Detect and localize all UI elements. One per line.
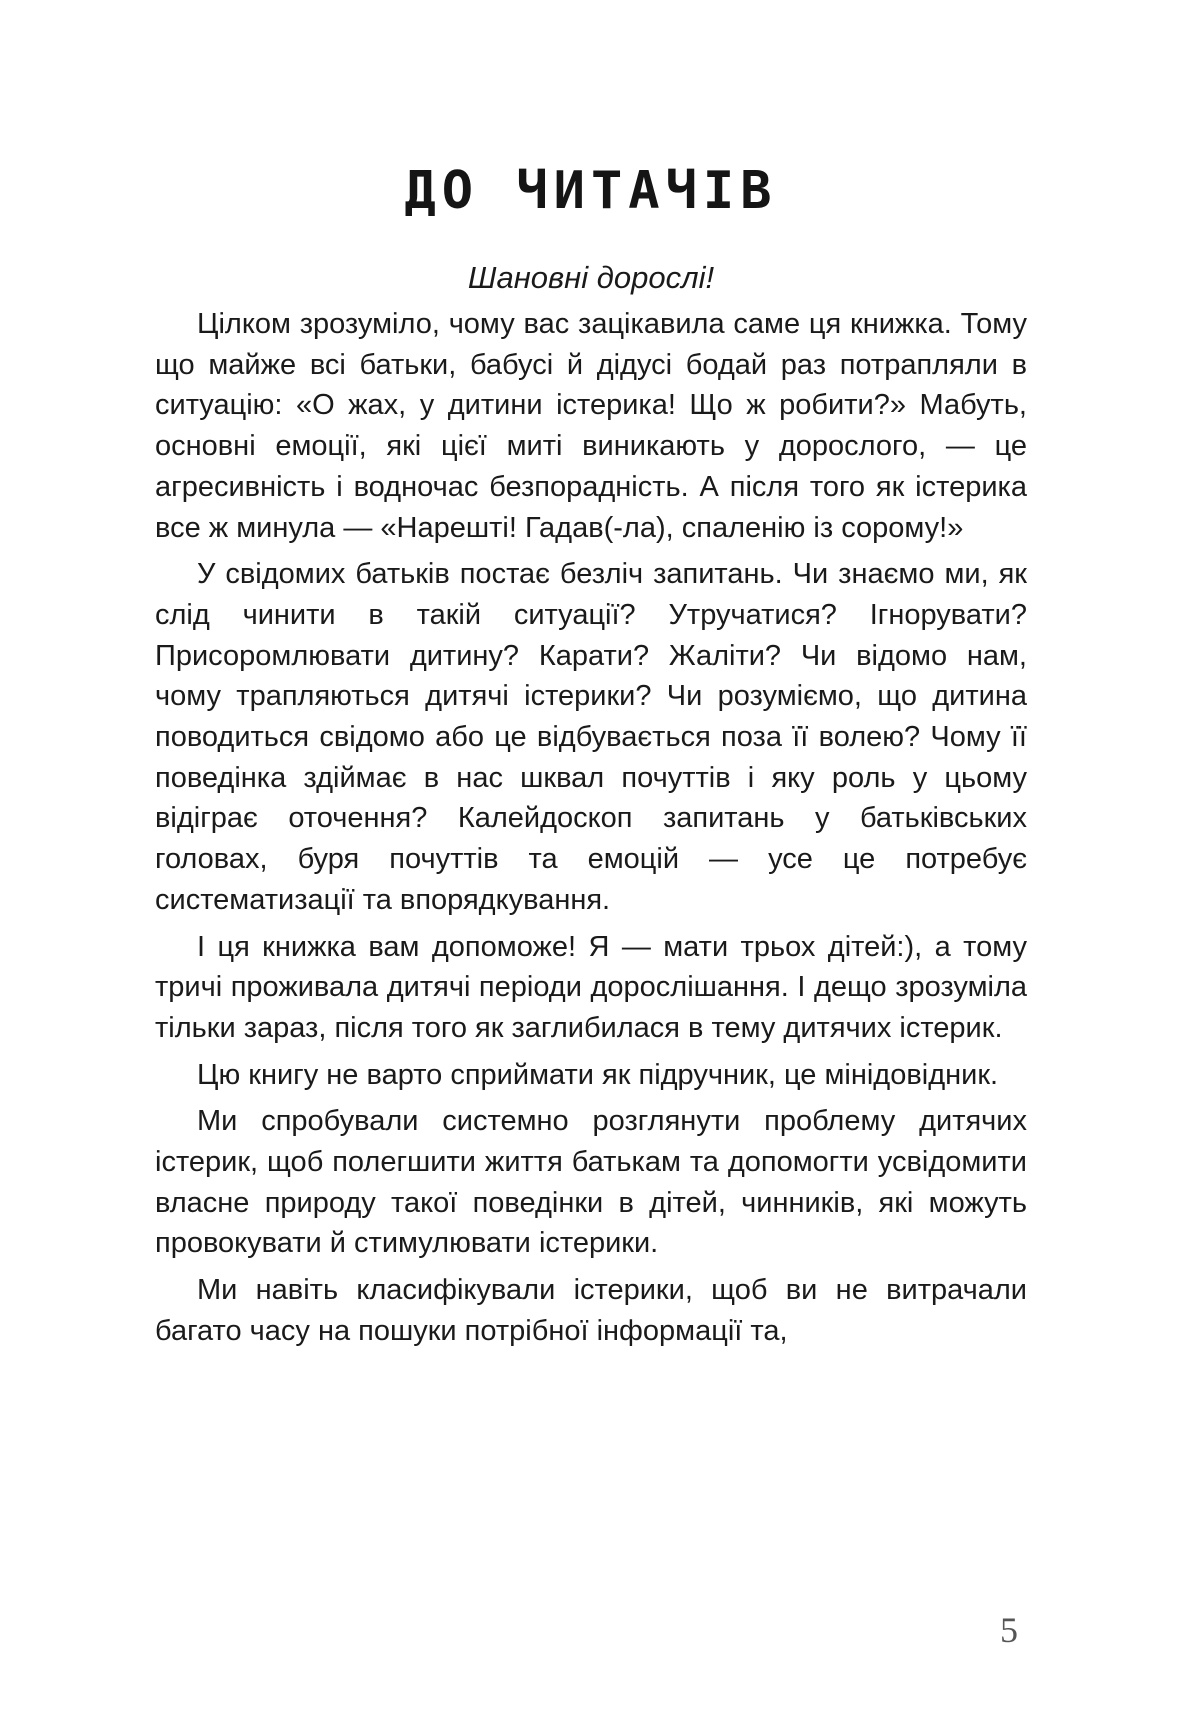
paragraph-4: Цю книгу не варто сприймати як підручник, це мінідовідник. xyxy=(197,1058,999,1091)
page-number: 5 xyxy=(1000,1610,1018,1650)
greeting-line: Шановні дорослі! xyxy=(467,260,715,295)
paragraph-2: У свідомих батьків постає безліч запитань. Чи знаємо ми, як слід чинити в такій ситуації? Утручатися? Ігнорувати? Присоромлювати дитину? Карати? Жаліти? Чи відомо нам, чому трапляються дитячі істерики? Чи розуміємо, що дитина поводиться свідомо або це відбувається поза її волею? Чому її поведінка здіймає в нас шквал почуттів і яку роль у цьому відіграє оточення? Калейдоскоп запитань у батьківських головах, буря почуттів та емоцій — усе це потребує систематизації та впорядкування. xyxy=(155,558,1027,916)
paragraph-6: Ми навіть класифікували істерики, щоб ви не витрачали багато часу на пошуки потрібної інформації та, xyxy=(155,1274,1027,1347)
body-text xyxy=(155,304,1027,1358)
paragraph-1: Цілком зрозуміло, чому вас зацікавила саме ця книжка. Тому що майже всі батьки, бабусі й дідусі бодай раз потрапляли в ситуацію: «О жах, у дитини істерика! Що ж робити?» Мабуть, основні емоції, які цієї миті виникають у дорослого, — це агресивність і водночас безпорадність. А після того як істерика все ж минула — «Нарешті! Гадав(-ла), спаленію із сорому!» xyxy=(155,308,1027,544)
paragraph-5: Ми спробували системно розглянути проблему дитячих істерик, щоб полегшити життя батькам та допомогти усвідомити власне природу такої поведінки в дітей, чинників, які можуть провокувати й стимулювати істерики. xyxy=(155,1105,1027,1260)
paragraph-3: І ця книжка вам допоможе! Я — мати трьох дітей:), а тому тричі проживала дитячі періоди дорослішання. І дещо зрозуміла тільки зараз, після того як заглибилася в тему дитячих істерик. xyxy=(155,930,1027,1044)
page-title: ДО ЧИТАЧІВ xyxy=(404,161,778,221)
